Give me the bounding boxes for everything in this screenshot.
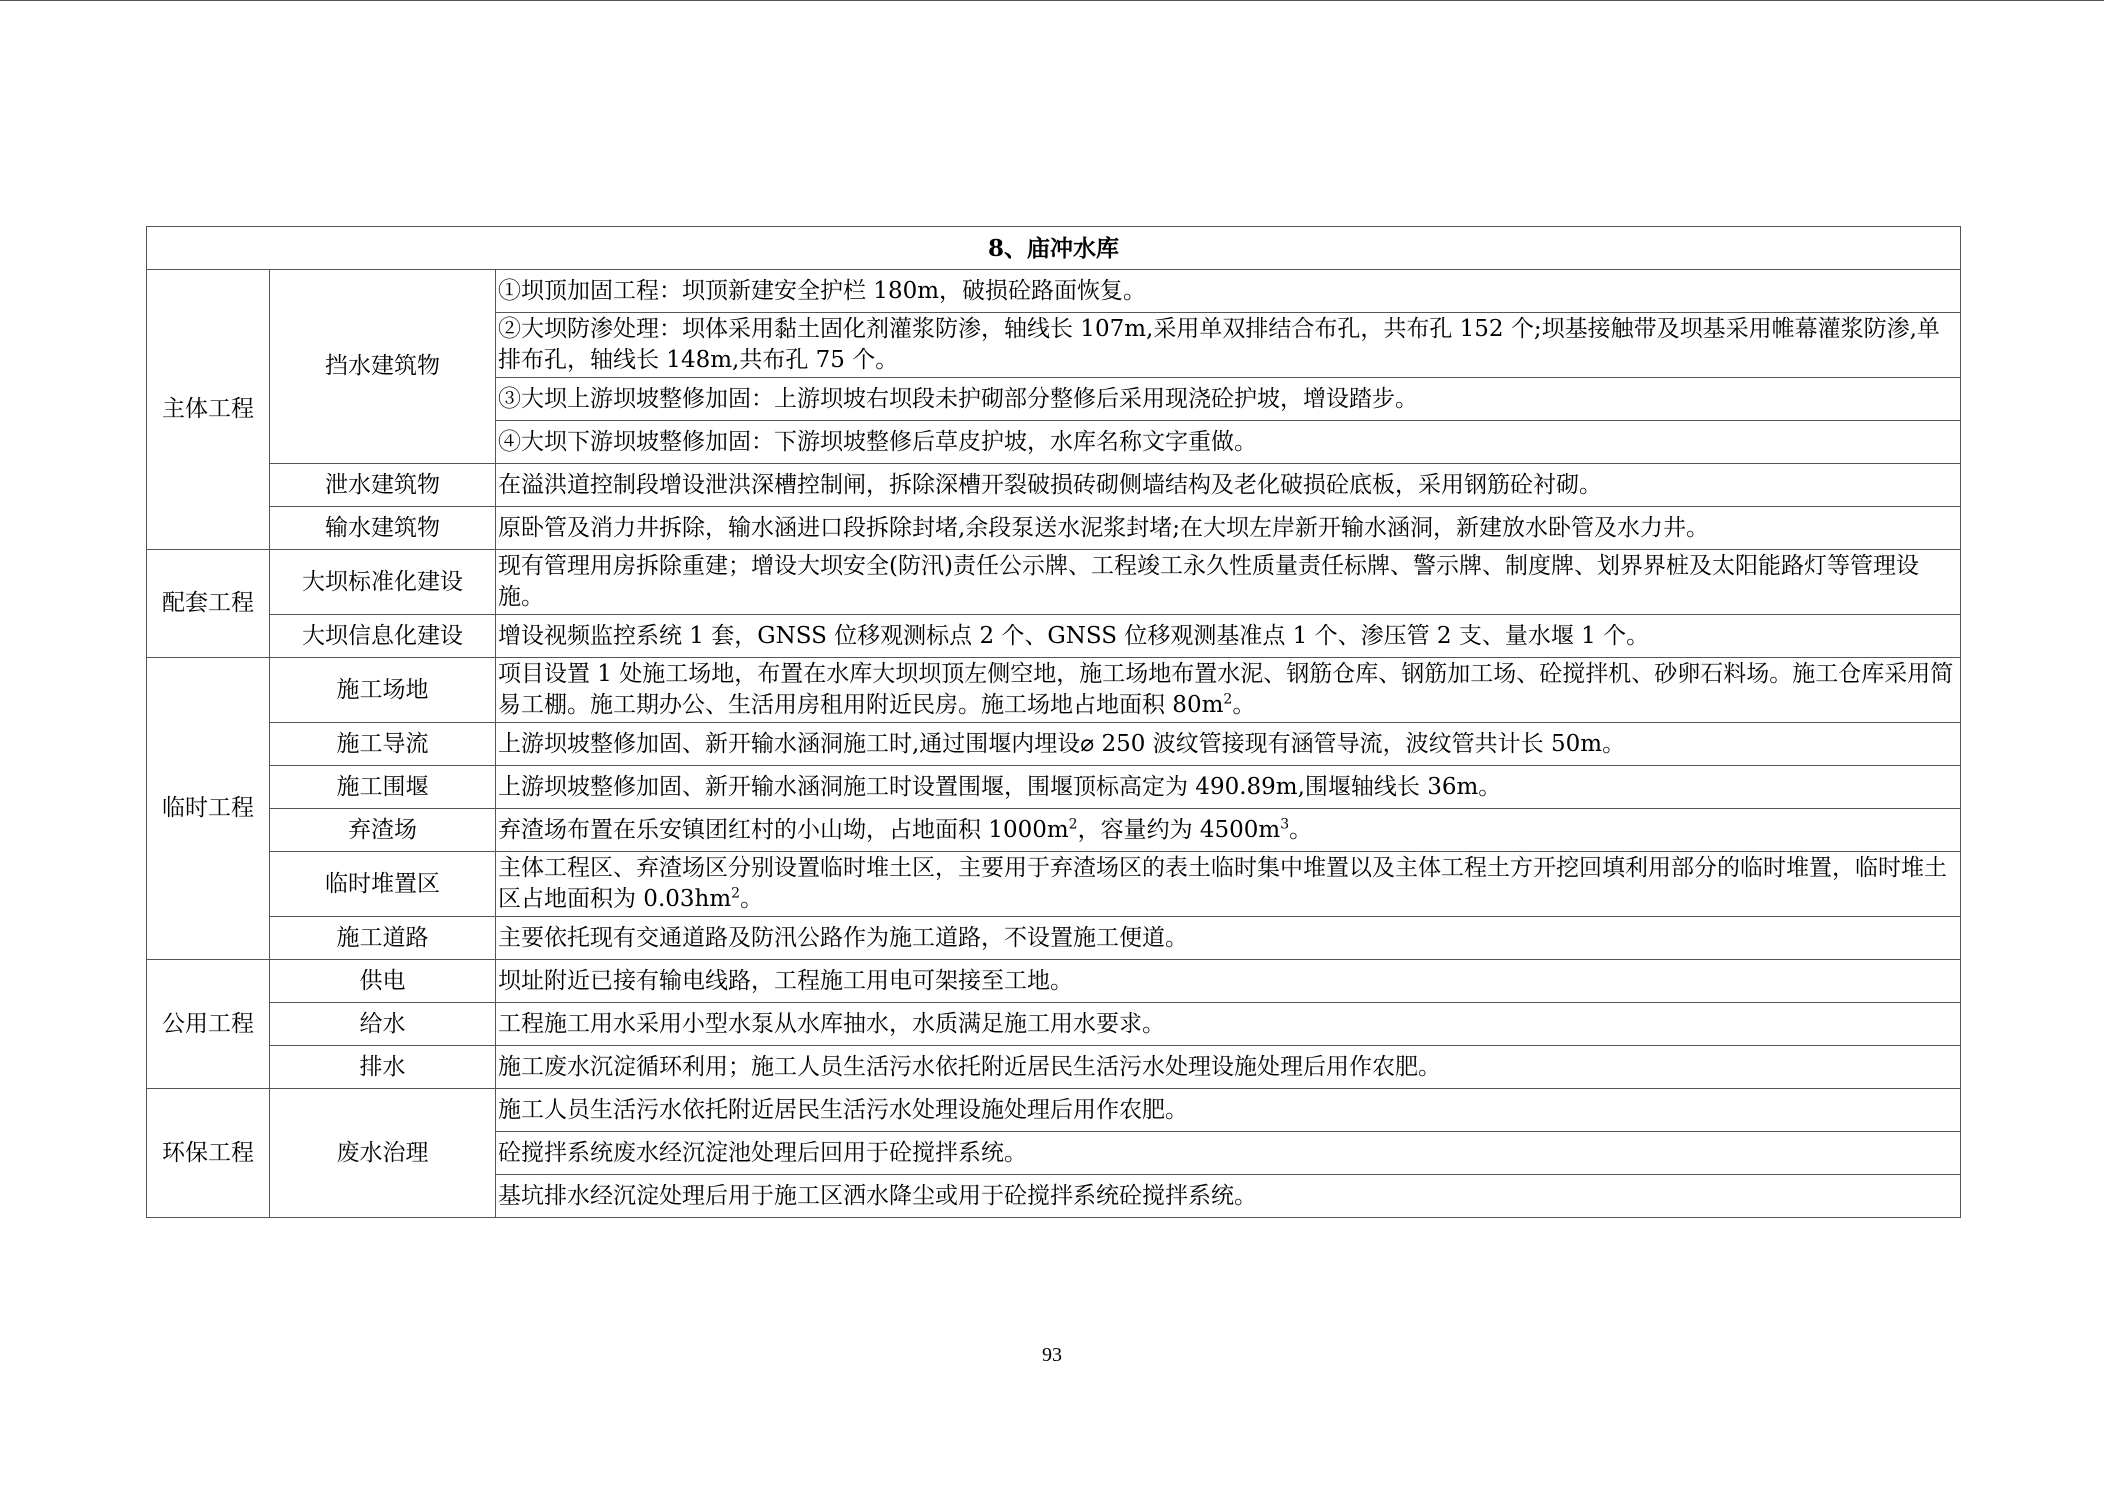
label-dam-water: 挡水建筑物 xyxy=(270,270,496,464)
spoil-sup-a: 2 xyxy=(1068,815,1078,832)
label-cofferdam: 施工围堰 xyxy=(270,766,496,809)
spoil-text xyxy=(496,809,1961,852)
power-text: 坝址附近已接有输电线路，工程施工用电可架接至工地。 xyxy=(496,960,1961,1003)
drain-text: 施工废水沉淀循环利用；施工人员生活污水依托附近居民生活污水处理设施处理后用作农肥。 xyxy=(496,1046,1961,1089)
stockpile-text-sup: 2 xyxy=(731,885,741,902)
wastewater-item-2: 砼搅拌系统废水经沉淀池处理后回用于砼搅拌系统。 xyxy=(496,1132,1961,1175)
wastewater-item-1: 施工人员生活污水依托附近居民生活污水处理设施处理后用作农肥。 xyxy=(496,1089,1961,1132)
diversion-text: 上游坝坡整修加固、新开输水涵洞施工时,通过围堰内埋设⌀ 250 波纹管接现有涵管导流，波纹管共计长 50m。 xyxy=(496,723,1961,766)
spillway-text: 在溢洪道控制段增设泄洪深槽控制闸，拆除深槽开裂破损砖砌侧墙结构及老化破损砼底板，采用钢筋砼衬砌。 xyxy=(496,464,1961,507)
label-spillway: 泄水建筑物 xyxy=(270,464,496,507)
category-utilities: 公用工程 xyxy=(147,960,270,1089)
section-title: 8、庙冲水库 xyxy=(147,227,1961,270)
label-conveyance: 输水建筑物 xyxy=(270,507,496,550)
label-site: 施工场地 xyxy=(270,658,496,723)
cofferdam-text: 上游坝坡整修加固、新开输水涵洞施工时设置围堰，围堰顶标高定为 490.89m,围堰轴线长 36m。 xyxy=(496,766,1961,809)
label-informatization: 大坝信息化建设 xyxy=(270,615,496,658)
site-text-main: 项目设置 1 处施工场地，布置在水库大坝坝顶左侧空地，施工场地布置水泥、钢筋仓库、钢筋加工场、砼搅拌机、砂卵石料场。施工仓库采用简易工棚。施工期办公、生活用房租用附近民房。施工场地占地面积 80m xyxy=(498,661,1954,718)
label-road: 施工道路 xyxy=(270,917,496,960)
water-text: 工程施工用水采用小型水泵从水库抽水，水质满足施工用水要求。 xyxy=(496,1003,1961,1046)
label-diversion: 施工导流 xyxy=(270,723,496,766)
spoil-text-a: 弃渣场布置在乐安镇团红村的小山坳，占地面积 1000m xyxy=(498,816,1069,843)
label-stockpile: 临时堆置区 xyxy=(270,852,496,917)
dam-water-item-4: ④大坝下游坝坡整修加固：下游坝坡整修后草皮护坡，水库名称文字重做。 xyxy=(496,421,1961,464)
project-table xyxy=(146,226,1961,1218)
site-text-sup: 2 xyxy=(1223,691,1233,708)
stockpile-text-main: 主体工程区、弃渣场区分别设置临时堆土区，主要用于弃渣场区的表土临时集中堆置以及主体工程土方开挖回填利用部分的临时堆置，临时堆土区占地面积为 0.03hm xyxy=(498,855,1947,912)
dam-water-item-1: ①坝顶加固工程：坝顶新建安全护栏 180m，破损砼路面恢复。 xyxy=(496,270,1961,313)
label-standardization: 大坝标准化建设 xyxy=(270,550,496,615)
informatization-text: 增设视频监控系统 1 套，GNSS 位移观测标点 2 个、GNSS 位移观测基准点 1 个、渗压管 2 支、量水堰 1 个。 xyxy=(496,615,1961,658)
stockpile-text-end: 。 xyxy=(740,886,764,912)
page-number: 93 xyxy=(1042,1344,1062,1366)
spoil-text-c: 。 xyxy=(1289,816,1313,843)
spoil-text-b: ，容量约为 4500m xyxy=(1077,816,1281,843)
dam-water-item-2: ②大坝防渗处理：坝体采用黏土固化剂灌浆防渗，轴线长 107m,采用单双排结合布孔，共布孔 152 个;坝基接触带及坝基采用帷幕灌浆防渗,单排布孔，轴线长 148m,共布孔 75 个。 xyxy=(496,313,1961,378)
label-wastewater: 废水治理 xyxy=(270,1089,496,1218)
category-main: 主体工程 xyxy=(147,270,270,550)
road-text: 主要依托现有交通道路及防汛公路作为施工道路，不设置施工便道。 xyxy=(496,917,1961,960)
site-text xyxy=(496,658,1961,723)
stockpile-text xyxy=(496,852,1961,917)
dam-water-item-3: ③大坝上游坝坡整修加固：上游坝坡右坝段未护砌部分整修后采用现浇砼护坡，增设踏步。 xyxy=(496,378,1961,421)
label-power: 供电 xyxy=(270,960,496,1003)
site-text-end: 。 xyxy=(1232,692,1256,718)
spoil-sup-b: 3 xyxy=(1280,815,1290,832)
conveyance-text: 原卧管及消力井拆除，输水涵进口段拆除封堵,余段泵送水泥浆封堵;在大坝左岸新开输水涵洞，新建放水卧管及水力井。 xyxy=(496,507,1961,550)
label-drain: 排水 xyxy=(270,1046,496,1089)
wastewater-item-3: 基坑排水经沉淀处理后用于施工区洒水降尘或用于砼搅拌系统砼搅拌系统。 xyxy=(496,1175,1961,1218)
category-supporting: 配套工程 xyxy=(147,550,270,658)
page-top-border xyxy=(0,0,2104,1)
label-spoil: 弃渣场 xyxy=(270,809,496,852)
category-temporary: 临时工程 xyxy=(147,658,270,960)
category-environmental: 环保工程 xyxy=(147,1089,270,1218)
label-water: 给水 xyxy=(270,1003,496,1046)
standardization-text: 现有管理用房拆除重建；增设大坝安全(防汛)责任公示牌、工程竣工永久性质量责任标牌、警示牌、制度牌、划界界桩及太阳能路灯等管理设施。 xyxy=(496,550,1961,615)
